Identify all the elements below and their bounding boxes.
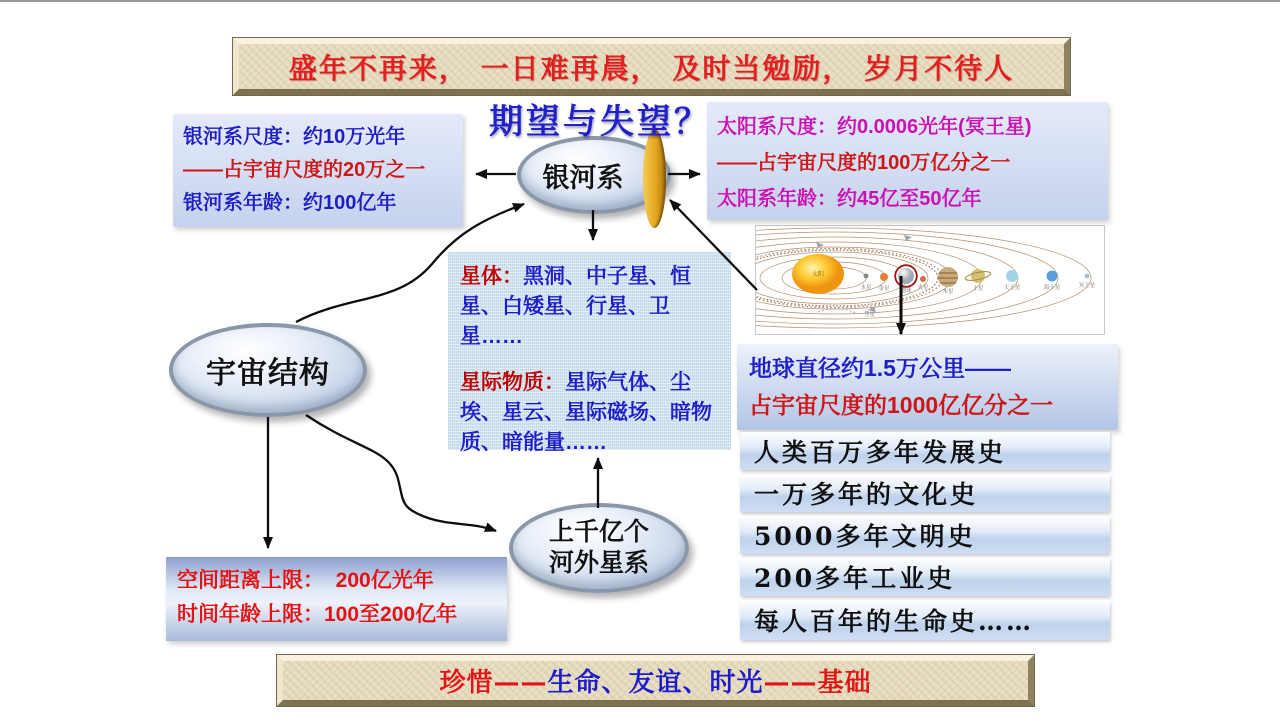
history-bar-label: 200多年工业史 [754, 564, 956, 593]
svg-text:地球: 地球 [900, 288, 912, 294]
mercury-icon [864, 274, 869, 279]
history-bar-label: 一万多年的文化史 [754, 480, 979, 509]
subtitle-text: 期望与失望？ [489, 102, 711, 142]
history-bar [740, 432, 1110, 470]
comet-label: 彗星 [864, 312, 876, 318]
stars-desc: 黑洞、中子星、恒星、白矮星、行星、卫星…… [460, 265, 691, 348]
galaxy-stats-box [173, 114, 463, 227]
bottom-quote-part2: 生命、友谊、时光 [547, 668, 764, 698]
external-galaxies-line1: 上千亿个 [548, 518, 649, 546]
bottom-quote-banner [277, 655, 1034, 706]
space-limit-line: 空间距离上限： 200亿光年 [177, 569, 434, 592]
stars-line [460, 262, 719, 352]
history-bar [740, 600, 1110, 640]
galaxy-node-label: 银河系 [542, 162, 624, 193]
external-galaxies-line2: 河外星系 [548, 549, 649, 577]
bottom-quote-part3: ——基础 [763, 668, 872, 698]
interstellar-line [460, 368, 719, 458]
svg-text:水星: 水星 [860, 285, 872, 291]
svg-text:土星: 土星 [972, 286, 984, 292]
universe-structure-label: 宇宙结构 [206, 357, 330, 390]
external-galaxies-node [509, 503, 689, 593]
solar-age-line: 太阳系年龄：约45亿至50亿年 [717, 188, 982, 210]
galaxy-ratio-line: ——占宇宙尺度的20万之一 [183, 159, 426, 181]
history-bar-label: 人类百万多年发展史 [754, 438, 1007, 467]
galaxy-node [517, 136, 671, 214]
bottom-quote-part1: 珍惜—— [439, 668, 548, 698]
history-bar [740, 516, 1110, 554]
saturn-icon [965, 269, 992, 283]
limits-box [166, 557, 507, 641]
svg-text:木星: 木星 [942, 289, 954, 295]
jupiter-icon [938, 267, 958, 287]
universe-structure-node [169, 323, 367, 417]
earth-icon [898, 268, 914, 284]
solar-stats-box [707, 102, 1108, 220]
venus-icon [880, 273, 888, 281]
top-quote-text: 盛年不再来， 一日难再晨， 及时当勉励， 岁月不待人 [288, 51, 1015, 85]
interstellar-desc: 星际气体、尘埃、星云、星际磁场、暗物质、暗能量…… [460, 371, 712, 454]
stars-box [448, 252, 731, 454]
uranus-icon [1006, 270, 1018, 282]
svg-text:金星: 金星 [878, 286, 890, 292]
svg-text:火星: 火星 [917, 285, 929, 291]
pluto-icon [1085, 274, 1090, 279]
svg-text:海王星: 海王星 [1043, 285, 1061, 291]
solar-ratio-line: ——占宇宙尺度的100万亿分之一 [717, 152, 1011, 174]
sun-label: 太阳 [811, 272, 825, 278]
stars-term: 星体： [460, 265, 523, 288]
galaxy-scale-line: 银河系尺度：约10万光年 [183, 126, 406, 148]
earth-box [737, 344, 1118, 430]
history-bar [740, 474, 1110, 512]
history-bar [740, 558, 1110, 596]
mars-icon [920, 276, 926, 282]
svg-text:冥王星: 冥王星 [1078, 283, 1096, 289]
galaxy-disc-icon [643, 129, 666, 228]
top-quote-banner [233, 38, 1070, 95]
neptune-icon [1047, 271, 1058, 282]
solar-system-image [755, 225, 1105, 335]
interstellar-term: 星际物质： [460, 371, 565, 394]
history-bar-label: 5000多年文明史 [754, 522, 976, 551]
comet-trail [818, 309, 856, 313]
svg-text:天王星: 天王星 [1003, 285, 1021, 291]
planet-labels [860, 281, 1095, 295]
solar-scale-line: 太阳系尺度：约0.0006光年(冥王星) [717, 116, 1032, 138]
time-limit-line: 时间年龄上限：100至200亿年 [177, 603, 458, 626]
earth-ratio-line: 占宇宙尺度的1000亿亿分之一 [749, 392, 1054, 418]
earth-diameter-line: 地球直径约1.5万公里—— [749, 355, 1011, 381]
history-bar-label: 每人百年的生命史…… [754, 607, 1035, 636]
galaxy-age-line: 银河系年龄：约100亿年 [183, 192, 397, 214]
